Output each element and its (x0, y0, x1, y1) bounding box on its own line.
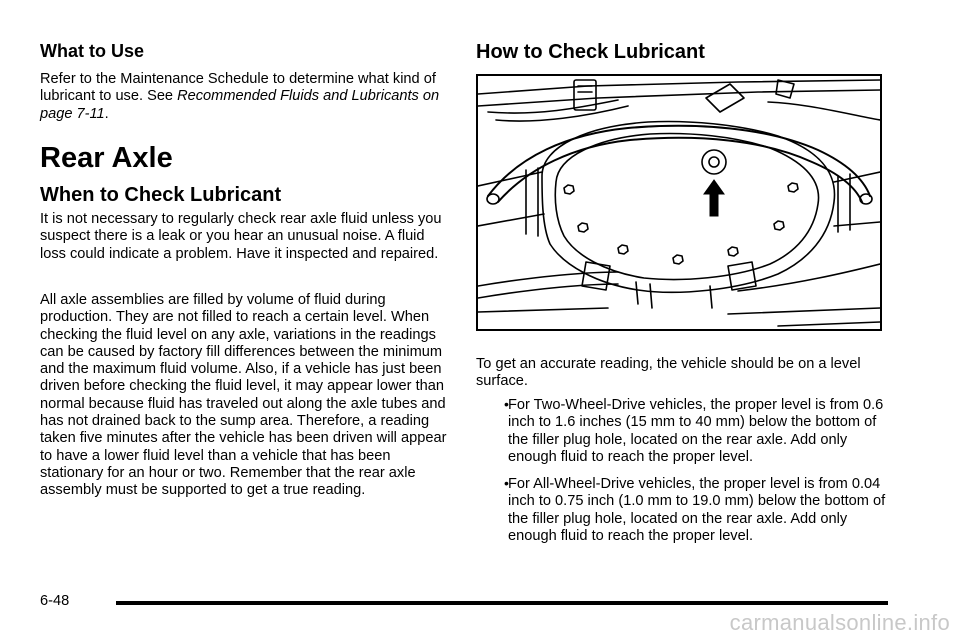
what-to-use-text: Refer to the Maintenance Schedule to determine what kind of lubricant to use. See (40, 71, 436, 105)
list-item (476, 476, 888, 545)
what-to-use-paragraph (40, 71, 450, 123)
how-to-check-intro: To get an accurate reading, the vehicle should be on a level surface. (476, 356, 861, 390)
watermark-text: carmanualsonline.info (729, 610, 950, 635)
rear-axle-illustration (476, 74, 882, 331)
when-to-check-paragraph-1: It is not necessary to regularly check rear axle fluid unless you suspect there is a leak or you hear an unusual noise. A fluid loss could indicate a problem. Have it inspected and repaired. (40, 211, 442, 262)
all-wheel-drive-level-text: For All-Wheel-Drive vehicles, the proper level is from 0.04 inch to 0.75 inch (1.0 mm to 19.0 mm) below the bottom of the filler plug hole, located on the rear axle. Add only enough fluid to reach the proper level. (508, 476, 886, 545)
when-to-check-heading: When to Check Lubricant (40, 184, 282, 206)
what-to-use-heading: What to Use (40, 41, 145, 61)
lubricant-level-list (476, 397, 888, 555)
rear-axle-title: Rear Axle (40, 142, 173, 174)
footer-rule (116, 601, 888, 605)
recommended-fluids-reference: Recommended Fluids and Lubricants on page 7-11 (40, 88, 440, 122)
bullet-icon: • (504, 396, 509, 412)
list-item (476, 397, 888, 466)
what-to-use-end: . (104, 105, 109, 122)
rear-axle-diagram (478, 76, 880, 329)
right-column (476, 40, 888, 64)
page-number: 6-48 (40, 593, 70, 609)
bullet-icon: • (504, 475, 509, 492)
left-column (40, 40, 450, 499)
how-to-check-heading: How to Check Lubricant (476, 41, 705, 63)
two-wheel-drive-level-text: For Two-Wheel-Drive vehicles, the proper level is from 0.6 inch to 1.6 inches (15 mm to 40 mm) below the bottom of the filler plug hole, located on the rear axle. Add only enough fluid to reach the proper level. (508, 397, 884, 465)
when-to-check-paragraph-2: All axle assemblies are filled by volume of fluid during production. They are not filled to reach a certain level. When checking the fluid level on any axle, variations in the readings can be caused by factory fill differences between the minimum and the maximum fluid volume. Also, if a vehicle has just been driven before checking the fluid level, it may appear lower than normal because fluid has traveled out along the axle tubes and has not drained back to the sump area. Therefore, a reading taken five minutes after the vehicle has been driven will appear to have a lower fluid level than a vehicle that has been stationary for an hour or two. Remember that the rear axle assembly must be supported to get a true reading. (40, 292, 447, 499)
